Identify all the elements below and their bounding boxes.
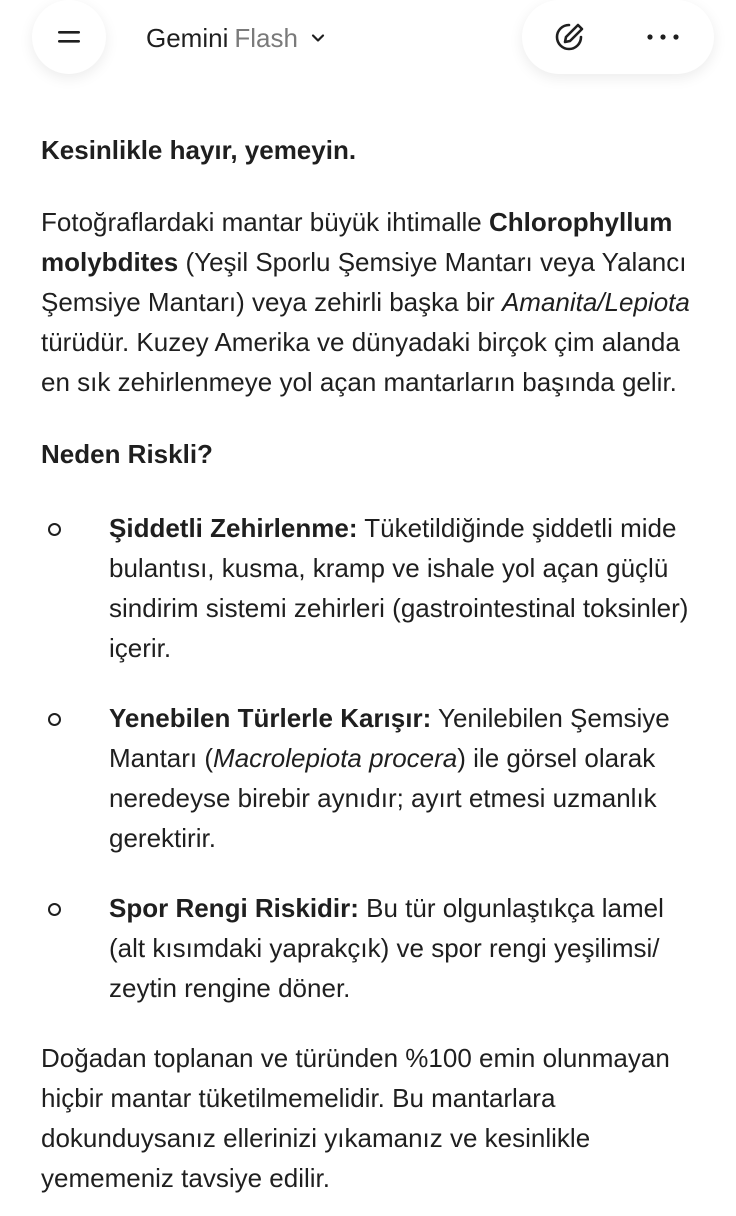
response-heading: Kesinlikle hayır, yemeyin. bbox=[41, 135, 357, 165]
genus-name: Amanita/Lepiota bbox=[501, 287, 690, 317]
model-selector[interactable] bbox=[146, 18, 328, 58]
new-chat-button[interactable] bbox=[540, 8, 598, 66]
risk-title: Spor Rengi Riskidir: bbox=[109, 893, 359, 923]
risk-text: Tüketildiğinde şiddetli mide bulantısı, kusma, kramp ve ishale yol açan güçlü sindirim sistemi zehirleri (gastrointestinal toksinler) içerir. bbox=[109, 513, 689, 663]
more-dots-icon bbox=[646, 33, 680, 41]
bullet-circle-icon bbox=[48, 903, 61, 916]
model-name: Gemini bbox=[146, 22, 229, 53]
bullet-circle-icon bbox=[48, 713, 61, 726]
top-app-bar bbox=[0, 0, 736, 110]
edit-pen-icon bbox=[549, 17, 589, 57]
model-variant: Flash bbox=[234, 22, 298, 53]
closing-paragraph: Doğadan toplanan ve türünden %100 emin olunmayan hiçbir mantar tüketilmemelidir. Bu mantarlara dokunduysanız ellerinizi yıkamanız ve kesinlikle yememeniz tavsiye edilir. bbox=[41, 1043, 670, 1193]
species-italic: Macrolepiota procera bbox=[213, 743, 458, 773]
risk-list bbox=[41, 508, 701, 1008]
species-name: Chlorophyllum molybdites bbox=[41, 207, 673, 277]
chevron-down-icon bbox=[308, 28, 328, 48]
risk-title: Yenebilen Türlerle Karışır: bbox=[109, 703, 432, 733]
risk-title: Şiddetli Zehirlenme: bbox=[109, 513, 358, 543]
risk-text: Bu tür olgunlaştıkça lamel (alt kısımdaki yaprakçık) ve spor rengi yeşilimsi/ zeytin rengine döner. bbox=[109, 893, 664, 1003]
list-item bbox=[41, 888, 701, 1008]
risk-heading: Neden Riskli? bbox=[41, 439, 213, 469]
menu-button[interactable] bbox=[32, 0, 106, 74]
response-body bbox=[41, 130, 701, 1216]
bullet-circle-icon bbox=[48, 523, 61, 536]
more-options-button[interactable] bbox=[634, 8, 692, 66]
intro-paragraph: Fotoğraflardaki mantar büyük ihtimalle Chlorophyllum molybdites (Yeşil Sporlu Şemsiye Mantarı veya Yalancı Şemsiye Mantarı) veya zehirli başka bir Amanita/Lepiota türüdür. Kuzey Amerika ve dünyadaki birçok çim alanda en sık zehirlenmeye yol açan mantarların başında gelir. bbox=[41, 207, 690, 397]
list-item bbox=[41, 508, 701, 668]
header-actions bbox=[522, 0, 714, 74]
list-item: Yenebilen Türlerle Karışır: Yenilebilen Şemsiye Mantarı (Macrolepiota procera) ile görsel olarak neredeyse birebir aynıdır; ayırt etmesi uzmanlık gerektirir. bbox=[41, 698, 701, 858]
menu-icon bbox=[56, 30, 82, 44]
